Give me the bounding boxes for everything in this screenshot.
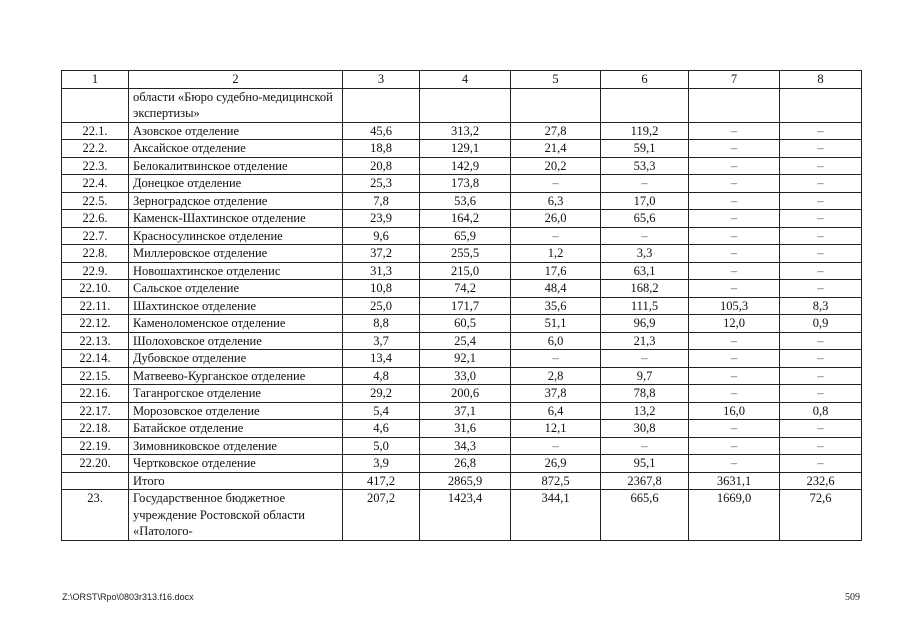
value-cell: –: [780, 157, 862, 175]
value-cell: 33,0: [420, 367, 511, 385]
row-number: 22.6.: [62, 210, 129, 228]
value-cell: –: [780, 227, 862, 245]
value-cell: –: [511, 227, 601, 245]
value-cell: [343, 88, 420, 122]
value-cell: 78,8: [601, 385, 689, 403]
value-cell: 25,0: [343, 297, 420, 315]
table-row: [62, 490, 862, 541]
value-cell: 4,6: [343, 420, 420, 438]
column-header: 6: [601, 71, 689, 89]
value-cell: –: [689, 350, 780, 368]
value-cell: 872,5: [511, 472, 601, 490]
table-body: [62, 71, 862, 541]
value-cell: –: [601, 437, 689, 455]
value-cell: 200,6: [420, 385, 511, 403]
value-cell: 3,3: [601, 245, 689, 263]
row-number: 22.19.: [62, 437, 129, 455]
row-name: Государственное бюджетное учреждение Ростовской области «Патолого-: [129, 490, 343, 541]
column-header: 3: [343, 71, 420, 89]
value-cell: –: [689, 280, 780, 298]
value-cell: –: [689, 437, 780, 455]
row-name: Батайское отделение: [129, 420, 343, 438]
value-cell: 26,8: [420, 455, 511, 473]
table-row: [62, 210, 862, 228]
value-cell: 1,2: [511, 245, 601, 263]
value-cell: 26,9: [511, 455, 601, 473]
value-cell: –: [689, 262, 780, 280]
value-cell: 74,2: [420, 280, 511, 298]
value-cell: –: [780, 210, 862, 228]
value-cell: –: [689, 157, 780, 175]
row-name: Белокалитвинское отделение: [129, 157, 343, 175]
row-number: 22.9.: [62, 262, 129, 280]
row-name: Матвеево-Курганское отделение: [129, 367, 343, 385]
table-row: [62, 350, 862, 368]
table-row: [62, 472, 862, 490]
value-cell: 1669,0: [689, 490, 780, 541]
value-cell: 665,6: [601, 490, 689, 541]
value-cell: 129,1: [420, 140, 511, 158]
value-cell: –: [511, 350, 601, 368]
column-header: 1: [62, 71, 129, 89]
value-cell: –: [780, 175, 862, 193]
value-cell: –: [689, 122, 780, 140]
value-cell: –: [780, 437, 862, 455]
value-cell: [601, 88, 689, 122]
value-cell: 13,4: [343, 350, 420, 368]
value-cell: 2865,9: [420, 472, 511, 490]
row-number: 22.14.: [62, 350, 129, 368]
value-cell: 37,1: [420, 402, 511, 420]
value-cell: –: [511, 437, 601, 455]
row-name: Зерноградское отделение: [129, 192, 343, 210]
value-cell: 0,9: [780, 315, 862, 333]
value-cell: 20,2: [511, 157, 601, 175]
column-header: 2: [129, 71, 343, 89]
value-cell: 4,8: [343, 367, 420, 385]
value-cell: 13,2: [601, 402, 689, 420]
value-cell: 95,1: [601, 455, 689, 473]
table-row: [62, 280, 862, 298]
value-cell: 30,8: [601, 420, 689, 438]
row-name: Морозовское отделение: [129, 402, 343, 420]
value-cell: 232,6: [780, 472, 862, 490]
row-number: 22.16.: [62, 385, 129, 403]
value-cell: –: [780, 332, 862, 350]
value-cell: –: [689, 420, 780, 438]
value-cell: 25,4: [420, 332, 511, 350]
value-cell: –: [689, 245, 780, 263]
value-cell: 9,7: [601, 367, 689, 385]
value-cell: 17,0: [601, 192, 689, 210]
value-cell: –: [689, 175, 780, 193]
table-row: [62, 88, 862, 122]
value-cell: 37,8: [511, 385, 601, 403]
value-cell: 53,3: [601, 157, 689, 175]
value-cell: 63,1: [601, 262, 689, 280]
value-cell: 23,9: [343, 210, 420, 228]
value-cell: 51,1: [511, 315, 601, 333]
row-number: 22.13.: [62, 332, 129, 350]
value-cell: 60,5: [420, 315, 511, 333]
table-row: [62, 245, 862, 263]
table-row: [62, 157, 862, 175]
value-cell: 111,5: [601, 297, 689, 315]
value-cell: 6,3: [511, 192, 601, 210]
table-row: [62, 455, 862, 473]
row-number: [62, 88, 129, 122]
value-cell: 105,3: [689, 297, 780, 315]
value-cell: 6,4: [511, 402, 601, 420]
value-cell: 35,6: [511, 297, 601, 315]
value-cell: 5,0: [343, 437, 420, 455]
value-cell: 8,8: [343, 315, 420, 333]
value-cell: 48,4: [511, 280, 601, 298]
value-cell: –: [689, 192, 780, 210]
column-header: 5: [511, 71, 601, 89]
value-cell: 96,9: [601, 315, 689, 333]
row-name: Чертковское отделение: [129, 455, 343, 473]
expenditure-table: [61, 70, 862, 541]
value-cell: –: [780, 262, 862, 280]
value-cell: 6,0: [511, 332, 601, 350]
table-row: [62, 420, 862, 438]
value-cell: 37,2: [343, 245, 420, 263]
document-file-path: Z:\ORST\Rpo\0803r313.f16.docx: [62, 592, 194, 602]
value-cell: 255,5: [420, 245, 511, 263]
value-cell: 164,2: [420, 210, 511, 228]
value-cell: 45,6: [343, 122, 420, 140]
value-cell: 3631,1: [689, 472, 780, 490]
value-cell: 34,3: [420, 437, 511, 455]
row-number: 22.5.: [62, 192, 129, 210]
value-cell: –: [689, 455, 780, 473]
value-cell: 31,6: [420, 420, 511, 438]
value-cell: –: [780, 245, 862, 263]
value-cell: 5,4: [343, 402, 420, 420]
value-cell: 344,1: [511, 490, 601, 541]
row-number: 22.17.: [62, 402, 129, 420]
table-row: [62, 140, 862, 158]
value-cell: 417,2: [343, 472, 420, 490]
value-cell: 10,8: [343, 280, 420, 298]
value-cell: 3,7: [343, 332, 420, 350]
row-number: 22.12.: [62, 315, 129, 333]
table-row: [62, 262, 862, 280]
row-number: 22.1.: [62, 122, 129, 140]
table-row: [62, 437, 862, 455]
row-number: [62, 472, 129, 490]
row-number: 22.7.: [62, 227, 129, 245]
column-header: 8: [780, 71, 862, 89]
value-cell: –: [780, 385, 862, 403]
table-header-row: [62, 71, 862, 89]
row-name: Сальское отделение: [129, 280, 343, 298]
value-cell: –: [601, 227, 689, 245]
value-cell: 119,2: [601, 122, 689, 140]
row-number: 22.2.: [62, 140, 129, 158]
value-cell: –: [780, 122, 862, 140]
value-cell: 53,6: [420, 192, 511, 210]
value-cell: 1423,4: [420, 490, 511, 541]
value-cell: –: [511, 175, 601, 193]
value-cell: –: [780, 280, 862, 298]
row-number: 22.11.: [62, 297, 129, 315]
value-cell: 17,6: [511, 262, 601, 280]
row-name: Азовское отделение: [129, 122, 343, 140]
value-cell: 12,1: [511, 420, 601, 438]
value-cell: –: [780, 192, 862, 210]
row-name: Шолоховское отделение: [129, 332, 343, 350]
value-cell: 16,0: [689, 402, 780, 420]
row-name: Таганрогское отделение: [129, 385, 343, 403]
row-name: Донецкое отделение: [129, 175, 343, 193]
table-row: [62, 297, 862, 315]
value-cell: –: [689, 227, 780, 245]
row-number: 22.4.: [62, 175, 129, 193]
value-cell: 168,2: [601, 280, 689, 298]
table-row: [62, 385, 862, 403]
value-cell: –: [689, 140, 780, 158]
value-cell: 173,8: [420, 175, 511, 193]
value-cell: 20,8: [343, 157, 420, 175]
value-cell: 2,8: [511, 367, 601, 385]
value-cell: 65,9: [420, 227, 511, 245]
value-cell: 171,7: [420, 297, 511, 315]
row-name: Зимовниковское отделение: [129, 437, 343, 455]
value-cell: 25,3: [343, 175, 420, 193]
value-cell: –: [689, 367, 780, 385]
column-header: 7: [689, 71, 780, 89]
row-name: Каменоломенское отделение: [129, 315, 343, 333]
page-number: 509: [845, 592, 860, 603]
value-cell: –: [780, 350, 862, 368]
value-cell: 12,0: [689, 315, 780, 333]
row-name: Шахтинское отделение: [129, 297, 343, 315]
row-name: Миллеровское отделение: [129, 245, 343, 263]
value-cell: 29,2: [343, 385, 420, 403]
value-cell: –: [780, 140, 862, 158]
value-cell: 0,8: [780, 402, 862, 420]
row-name: Итого: [129, 472, 343, 490]
value-cell: [780, 88, 862, 122]
value-cell: 207,2: [343, 490, 420, 541]
column-header: 4: [420, 71, 511, 89]
value-cell: [420, 88, 511, 122]
value-cell: 21,4: [511, 140, 601, 158]
value-cell: [689, 88, 780, 122]
value-cell: –: [601, 350, 689, 368]
value-cell: [511, 88, 601, 122]
value-cell: 27,8: [511, 122, 601, 140]
value-cell: 313,2: [420, 122, 511, 140]
value-cell: 18,8: [343, 140, 420, 158]
row-number: 22.10.: [62, 280, 129, 298]
value-cell: 31,3: [343, 262, 420, 280]
row-number: 23.: [62, 490, 129, 541]
row-number: 22.18.: [62, 420, 129, 438]
value-cell: –: [689, 332, 780, 350]
value-cell: 3,9: [343, 455, 420, 473]
row-name: Дубовское отделение: [129, 350, 343, 368]
value-cell: –: [780, 455, 862, 473]
row-number: 22.8.: [62, 245, 129, 263]
value-cell: 7,8: [343, 192, 420, 210]
value-cell: –: [780, 420, 862, 438]
row-name: Каменск-Шахтинское отделение: [129, 210, 343, 228]
value-cell: 59,1: [601, 140, 689, 158]
value-cell: –: [689, 385, 780, 403]
table-row: [62, 402, 862, 420]
value-cell: –: [780, 367, 862, 385]
row-name: области «Бюро судебно-медицинской экспертизы»: [129, 88, 343, 122]
value-cell: 9,6: [343, 227, 420, 245]
table-row: [62, 367, 862, 385]
value-cell: 92,1: [420, 350, 511, 368]
value-cell: 215,0: [420, 262, 511, 280]
value-cell: 26,0: [511, 210, 601, 228]
row-name: Аксайское отделение: [129, 140, 343, 158]
row-number: 22.3.: [62, 157, 129, 175]
value-cell: –: [601, 175, 689, 193]
row-number: 22.20.: [62, 455, 129, 473]
value-cell: 65,6: [601, 210, 689, 228]
table-row: [62, 332, 862, 350]
value-cell: 2367,8: [601, 472, 689, 490]
table-row: [62, 315, 862, 333]
row-name: Новошахтинское отделенис: [129, 262, 343, 280]
row-number: 22.15.: [62, 367, 129, 385]
row-name: Красносулинское отделение: [129, 227, 343, 245]
value-cell: 8,3: [780, 297, 862, 315]
table-row: [62, 122, 862, 140]
table-row: [62, 175, 862, 193]
value-cell: 72,6: [780, 490, 862, 541]
value-cell: –: [689, 210, 780, 228]
table-row: [62, 227, 862, 245]
table-row: [62, 192, 862, 210]
value-cell: 21,3: [601, 332, 689, 350]
value-cell: 142,9: [420, 157, 511, 175]
